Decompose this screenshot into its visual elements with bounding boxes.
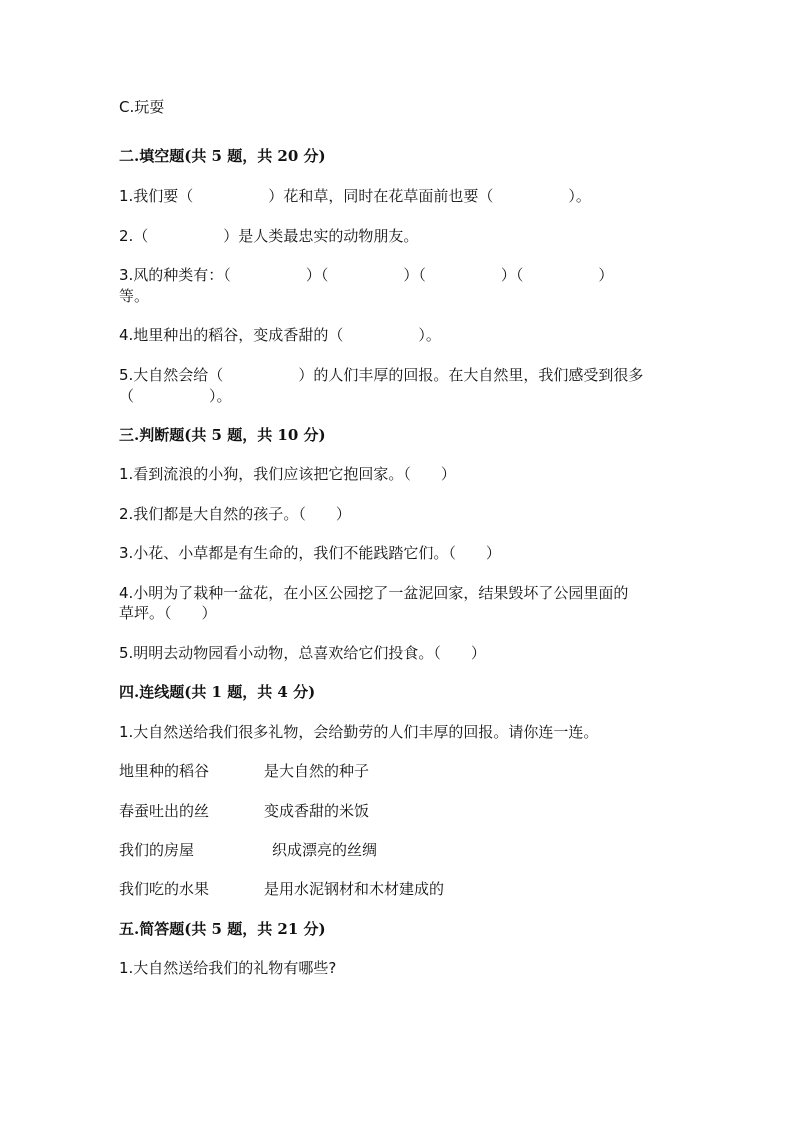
fill-question-2: 2.（ ）是人类最忠实的动物朋友。: [119, 227, 419, 245]
section-heading-true-false: 三.判断题(共 5 题，共 10 分): [119, 426, 326, 444]
matching-left-item: 春蚕吐出的丝: [119, 802, 210, 820]
judge-question-2: 2.我们都是大自然的孩子。（ ）: [119, 505, 351, 523]
fill-question-5-continued: （ ）。: [119, 387, 232, 405]
matching-question-1: 1.大自然送给我们很多礼物，会给勤劳的人们丰厚的回报。请你连一连。: [119, 723, 599, 741]
matching-left-item: 我们吃的水果: [119, 880, 210, 898]
matching-right-item: 是大自然的种子: [264, 762, 370, 780]
matching-left-item: 地里种的稻谷: [119, 762, 210, 780]
section-heading-matching: 四.连线题(共 1 题，共 4 分): [119, 683, 316, 701]
judge-question-1: 1.看到流浪的小狗，我们应该把它抱回家。（ ）: [119, 465, 456, 483]
matching-right-item: 是用水泥钢材和木材建成的: [264, 880, 445, 898]
short-answer-question-1: 1.大自然送给我们的礼物有哪些?: [119, 959, 337, 977]
fill-question-3: 3.风的种类有：（ ）（ ）（ ）（ ）: [119, 266, 614, 284]
judge-question-4: 4.小明为了栽种一盆花，在小区公园挖了一盆泥回家，结果毁坏了公园里面的: [119, 584, 629, 602]
fill-question-5: 5.大自然会给（ ）的人们丰厚的回报。在大自然里，我们感受到很多: [119, 366, 644, 384]
judge-question-3: 3.小花、小草都是有生命的，我们不能践踏它们。（ ）: [119, 544, 501, 562]
section-heading-fill-in: 二.填空题(共 5 题，共 20 分): [119, 147, 326, 165]
judge-question-5: 5.明明去动物园看小动物，总喜欢给它们投食。（ ）: [119, 644, 486, 662]
judge-question-4-continued: 草坪。（ ）: [119, 604, 217, 622]
option-c: C.玩耍: [119, 98, 165, 116]
matching-left-item: 我们的房屋: [119, 841, 195, 859]
matching-right-item: 织成漂亮的丝绸: [272, 841, 378, 859]
matching-right-item: 变成香甜的米饭: [264, 802, 370, 820]
fill-question-3-continued: 等。: [119, 287, 150, 305]
fill-question-1: 1.我们要（ ）花和草，同时在花草面前也要（ ）。: [119, 187, 591, 205]
fill-question-4: 4.地里种出的稻谷，变成香甜的（ ）。: [119, 326, 441, 344]
section-heading-short-answer: 五.简答题(共 5 题，共 21 分): [119, 920, 326, 938]
